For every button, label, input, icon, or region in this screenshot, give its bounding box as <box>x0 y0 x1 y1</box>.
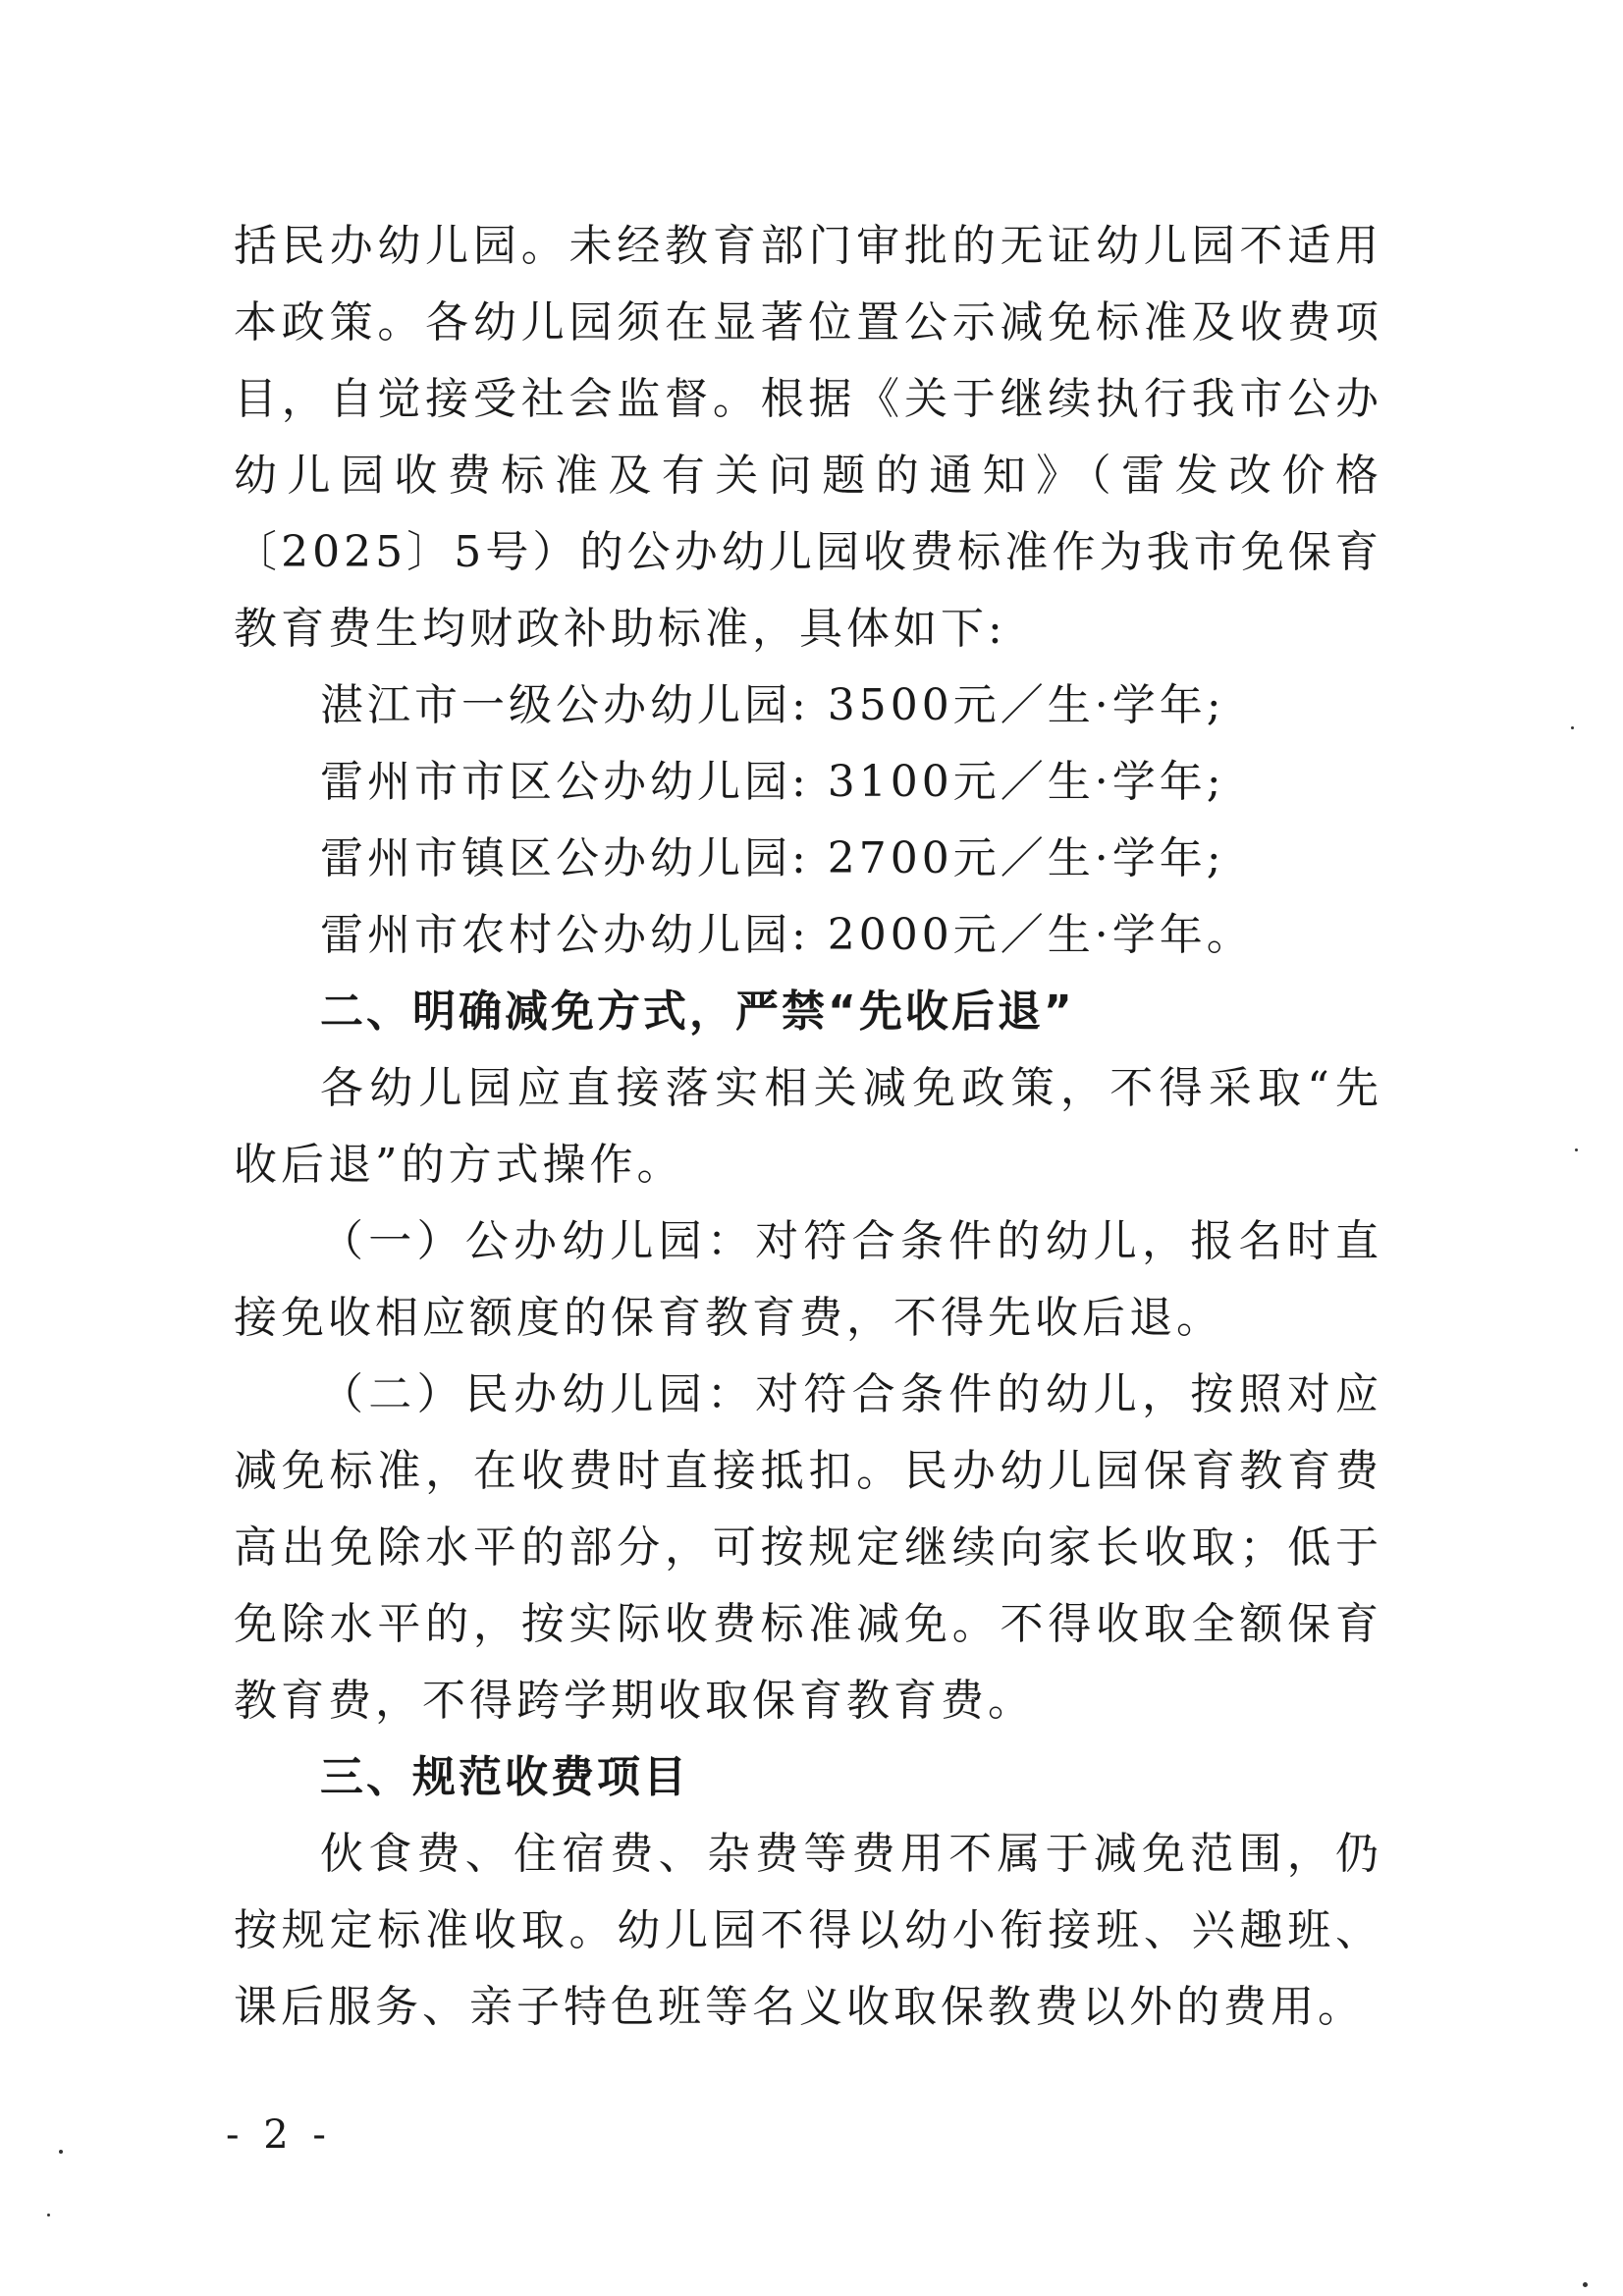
page-number: - 2 - <box>226 2112 332 2158</box>
section-2-paragraph: 各幼儿园应直接落实相关减免政策，不得采取“先收后退”的方式操作。 <box>234 1063 1382 1190</box>
fee-standard-item: 雷州市市区公办幼儿园: 3100元／生·学年; <box>320 757 1225 807</box>
fee-standard-item: 雷州市镇区公办幼儿园: 2700元／生·学年; <box>320 833 1225 883</box>
fee-standard-item: 湛江市一级公办幼儿园: 3500元／生·学年; <box>320 680 1225 730</box>
section-3-paragraph: 伙食费、住宿费、杂费等费用不属于减免范围，仍按规定标准收取。幼儿园不得以幼小衔接班、兴趣班、课后服务、亲子特色班等名义收取保教费以外的费用。 <box>234 1829 1382 2032</box>
section-2-paragraph-private: （二）民办幼儿园：对符合条件的幼儿，按照对应减免标准，在收费时直接抵扣。民办幼儿园保育教育费高出免除水平的部分，可按规定继续向家长收取；低于免除水平的，按实际收费标准减免。不得收取全额保育教育费，不得跨学期收取保育教育费。 <box>234 1369 1382 1726</box>
intro-paragraph: 括民办幼儿园。未经教育部门审批的无证幼儿园不适用本政策。各幼儿园须在显著位置公示减免标准及收费项目，自觉接受社会监督。根据《关于继续执行我市公办幼儿园收费标准及有关问题的通知》（雷发改价格〔2025〕5号）的公办幼儿园收费标准作为我市免保育教育费生均财政补助标准，具体如下: <box>234 221 1382 654</box>
fee-standard-item: 雷州市农村公办幼儿园: 2000元／生·学年。 <box>320 910 1254 960</box>
scan-speck <box>1575 1148 1578 1151</box>
scan-speck <box>1583 2282 1588 2287</box>
fee-standard-list <box>234 667 1382 974</box>
scan-speck <box>47 2214 50 2216</box>
section-2-heading: 二、明确减免方式，严禁“先收后退” <box>320 987 1075 1037</box>
section-2-paragraph-public: （一）公办幼儿园：对符合条件的幼儿，报名时直接免收相应额度的保育教育费，不得先收后退。 <box>234 1216 1382 1343</box>
section-3-heading: 三、规范收费项目 <box>320 1752 689 1802</box>
scan-speck <box>59 2150 63 2154</box>
scan-speck <box>1571 726 1574 729</box>
document-body <box>234 208 1382 2046</box>
